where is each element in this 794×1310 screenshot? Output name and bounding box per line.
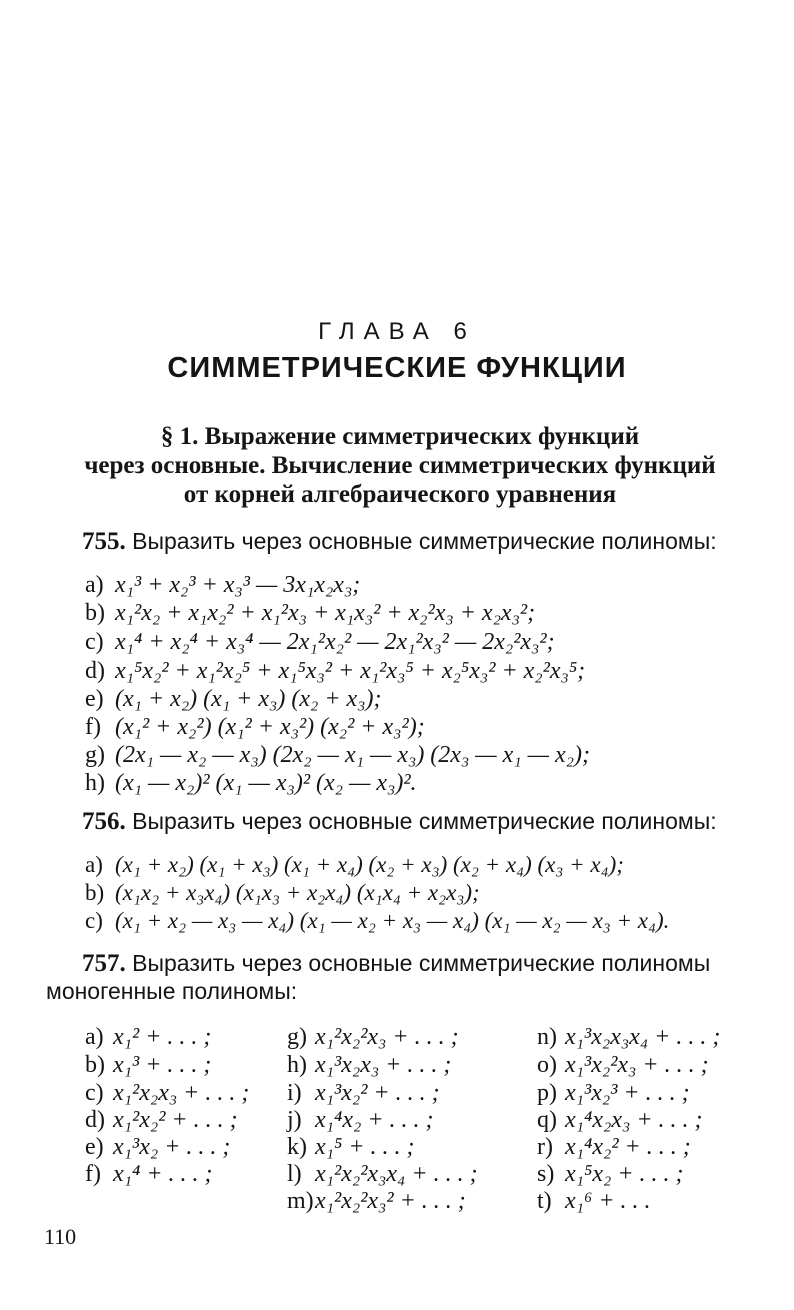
item-expression: x₁²x₂² + . . . ; xyxy=(113,1107,238,1133)
p755-item-c xyxy=(85,629,555,656)
item-expression: x₁³ + . . . ; xyxy=(113,1052,212,1078)
item-label: d) xyxy=(85,658,105,684)
item-label: n) xyxy=(537,1024,557,1050)
item-expression: x₁⁵ + . . . ; xyxy=(315,1134,415,1160)
item-label: c) xyxy=(85,908,103,933)
p756-item-b xyxy=(85,880,480,906)
p755-item-b xyxy=(85,600,535,627)
item-expression: (x₁ — x₂)² (x₁ — x₃)² (x₂ — x₃)². xyxy=(115,770,417,796)
item-label: h) xyxy=(287,1052,307,1078)
item-label: g) xyxy=(287,1024,307,1050)
section-heading-line-2: через основные. Вычисление симметрических функций xyxy=(84,452,716,479)
item-expression: x₁² + . . . ; xyxy=(113,1024,212,1050)
item-expression: x₁³x₂²x₃ + . . . ; xyxy=(565,1052,709,1078)
problem-756-text: Выразить через основные симметрические полиномы: xyxy=(132,808,717,834)
p756-item-c xyxy=(85,908,669,934)
p757-item-t xyxy=(537,1188,651,1215)
item-expression: x₁³ + x₂³ + x₃³ — 3x₁x₂x₃; xyxy=(115,572,361,598)
item-expression: x₁⁵x₂² + x₁²x₂⁵ + x₁⁵x₃² + x₁²x₃⁵ + x₂⁵x₃² + x₂²x₃⁵; xyxy=(115,658,586,684)
problem-755-text: Выразить через основные симметрические полиномы: xyxy=(132,528,717,554)
item-label: d) xyxy=(85,1107,105,1133)
item-label: k) xyxy=(287,1134,307,1160)
item-label: p) xyxy=(537,1080,557,1106)
p755-item-h xyxy=(85,770,417,797)
problem-756-number: 756. xyxy=(82,808,126,835)
item-expression: (x₁ + x₂) (x₁ + x₃) (x₁ + x₄) (x₂ + x₃) (x₂ + x₄) (x₃ + x₄); xyxy=(115,852,624,877)
item-expression: (2x₁ — x₂ — x₃) (2x₂ — x₁ — x₃) (2x₃ — x₁ — x₂); xyxy=(115,742,590,768)
item-label: q) xyxy=(537,1107,557,1133)
item-expression: x₁³x₂³ + . . . ; xyxy=(565,1080,690,1106)
p757-item-m xyxy=(287,1188,466,1215)
item-label: m) xyxy=(287,1188,314,1214)
p757-item-o xyxy=(537,1052,709,1079)
item-expression: x₁³x₂x₃ + . . . ; xyxy=(315,1052,452,1078)
p757-item-q xyxy=(537,1107,703,1134)
problem-756-heading xyxy=(82,808,717,836)
item-label: t) xyxy=(537,1188,552,1214)
section-heading xyxy=(60,422,740,509)
p757-item-d xyxy=(85,1107,238,1134)
item-label: a) xyxy=(85,572,104,598)
p757-item-l xyxy=(287,1161,478,1188)
problem-757-text-continued: моногенные полиномы: xyxy=(46,978,298,1004)
problem-755-number: 755. xyxy=(82,528,126,555)
section-heading-line-3: от корней алгебраического уравнения xyxy=(183,481,617,508)
p757-item-g xyxy=(287,1024,459,1051)
item-expression: x₁²x₂²x₃ + . . . ; xyxy=(315,1024,459,1050)
item-expression: x₁⁴ + x₂⁴ + x₃⁴ — 2x₁²x₂² — 2x₁²x₃² — 2x₂²x₃²; xyxy=(115,629,555,655)
p755-item-f xyxy=(85,714,425,741)
item-label: h) xyxy=(85,770,105,796)
item-expression: x₁⁴x₂x₃ + . . . ; xyxy=(565,1107,703,1133)
p757-item-p xyxy=(537,1080,690,1107)
item-label: e) xyxy=(85,1134,104,1160)
section-heading-line-1: § 1. Выражение симметрических функций xyxy=(160,423,640,450)
p757-item-k xyxy=(287,1134,415,1161)
item-label: a) xyxy=(85,852,103,877)
problem-757-text: Выразить через основные симметрические полиномы xyxy=(132,950,711,976)
p757-item-s xyxy=(537,1161,684,1188)
p755-item-g xyxy=(85,742,590,769)
item-expression: x₁⁶ + . . . xyxy=(565,1188,651,1214)
item-expression: (x₁ + x₂ — x₃ — x₄) (x₁ — x₂ + x₃ — x₄) (x₁ — x₂ — x₃ + x₄). xyxy=(115,908,670,933)
item-label: b) xyxy=(85,1052,105,1078)
p755-item-e xyxy=(85,686,382,713)
item-label: o) xyxy=(537,1052,557,1078)
p757-item-e xyxy=(85,1134,230,1161)
item-label: e) xyxy=(85,686,104,712)
p757-item-i xyxy=(287,1080,440,1107)
item-expression: x₁²x₂²x₃² + . . . ; xyxy=(315,1188,466,1214)
item-label: i) xyxy=(287,1080,302,1106)
item-expression: x₁⁴ + . . . ; xyxy=(113,1161,213,1187)
problem-757-number: 757. xyxy=(82,950,126,977)
item-label: b) xyxy=(85,600,105,626)
p755-item-a xyxy=(85,572,360,599)
p757-item-f xyxy=(85,1161,213,1188)
item-expression: x₁³x₂² + . . . ; xyxy=(315,1080,440,1106)
problem-755-heading xyxy=(82,528,717,556)
chapter-title: СИММЕТРИЧЕСКИЕ ФУНКЦИИ xyxy=(167,352,627,384)
item-label: c) xyxy=(85,1080,104,1106)
page-number: 110 xyxy=(44,1224,77,1249)
p757-item-a xyxy=(85,1024,211,1051)
p757-item-b xyxy=(85,1052,211,1079)
item-label: b) xyxy=(85,880,105,905)
item-label: s) xyxy=(537,1161,555,1187)
item-label: l) xyxy=(287,1161,302,1187)
item-label: r) xyxy=(537,1134,553,1160)
item-expression: x₁²x₂x₃ + . . . ; xyxy=(113,1080,250,1106)
p757-item-n xyxy=(537,1024,720,1051)
p757-item-j xyxy=(287,1107,434,1134)
item-label: g) xyxy=(85,742,105,768)
item-label: c) xyxy=(85,629,104,655)
p757-item-h xyxy=(287,1052,451,1079)
item-label: f) xyxy=(85,714,101,740)
item-expression: x₁³x₂x₃x₄ + . . . ; xyxy=(565,1024,721,1050)
item-expression: x₁⁴x₂² + . . . ; xyxy=(565,1134,691,1160)
item-expression: (x₁² + x₂²) (x₁² + x₃²) (x₂² + x₃²); xyxy=(115,714,425,740)
p757-item-r xyxy=(537,1134,691,1161)
item-expression: x₁²x₂ + x₁x₂² + x₁²x₃ + x₁x₃² + x₂²x₃ + x₂x₃²; xyxy=(115,600,536,626)
p756-item-a xyxy=(85,852,624,878)
chapter-label: ГЛАВА 6 xyxy=(318,318,476,345)
item-expression: (x₁x₂ + x₃x₄) (x₁x₃ + x₂x₄) (x₁x₄ + x₂x₃); xyxy=(115,880,480,905)
item-label: f) xyxy=(85,1161,101,1187)
item-expression: x₁²x₂²x₃x₄ + . . . ; xyxy=(315,1161,478,1187)
p757-item-c xyxy=(85,1080,249,1107)
item-expression: (x₁ + x₂) (x₁ + x₃) (x₂ + x₃); xyxy=(115,686,382,712)
p755-item-d xyxy=(85,658,585,685)
item-expression: x₁⁴x₂ + . . . ; xyxy=(315,1107,434,1133)
item-expression: x₁⁵x₂ + . . . ; xyxy=(565,1161,684,1187)
item-label: j) xyxy=(287,1107,302,1133)
item-label: a) xyxy=(85,1024,104,1050)
item-expression: x₁³x₂ + . . . ; xyxy=(113,1134,231,1160)
problem-757-heading xyxy=(82,950,710,978)
